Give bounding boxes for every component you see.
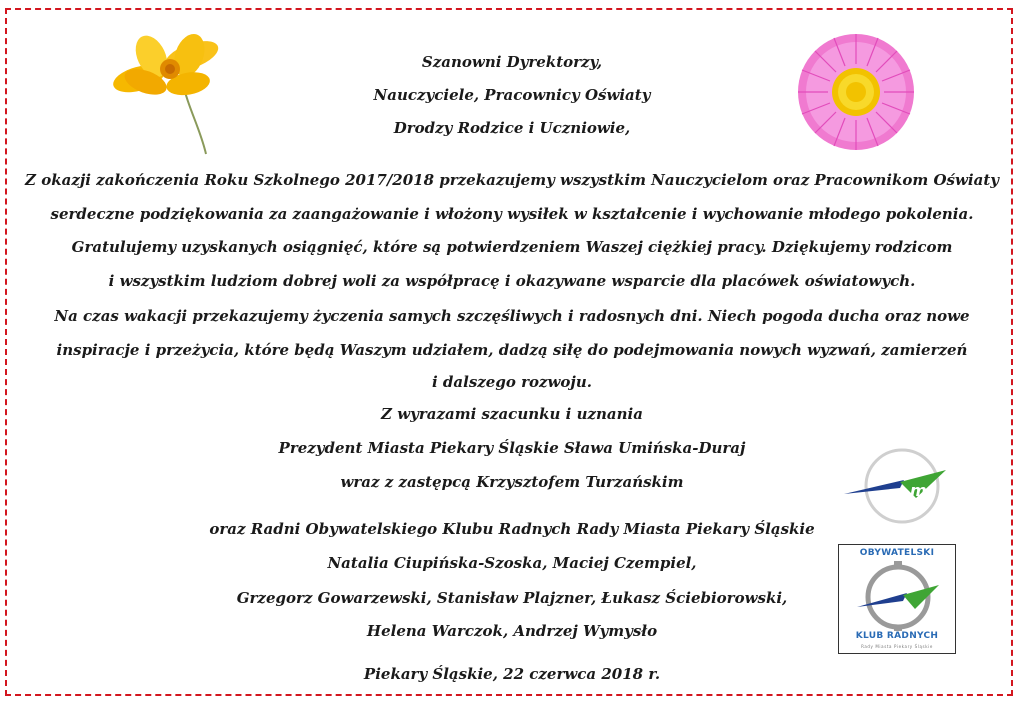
body-line-7: i dalszego rozwoju.	[432, 373, 592, 391]
klub-radnych-logo-icon	[853, 561, 943, 631]
body-line-4: i wszystkim ludziom dobrej woli za współpracę i okazywane wsparcie dla placówek oświatowych.	[108, 272, 916, 290]
council-line-4: Helena Warczok, Andrzej Wymysło	[366, 622, 658, 640]
svg-text:m: m	[910, 481, 927, 500]
body-line-6: inspiracje i przeżycia, które będą Waszym udziałem, dadzą siłę do podejmowania nowych wyzwań, zamierzeń	[56, 341, 968, 359]
logo-tiny-text: Rady Miasta Piekary Śląskie	[861, 644, 933, 649]
signature-line: Piekary Śląskie, 22 czerwca 2018 r.	[363, 665, 661, 683]
council-line-1: oraz Radni Obywatelskiego Klubu Radnych Rady Miasta Piekary Śląskie	[209, 520, 815, 538]
body-line-3: Gratulujemy uzyskanych osiągnięć, które są potwierdzeniem Waszej ciężkiej pracy. Dziękujemy rodzicom	[71, 238, 953, 256]
closing-line-3: wraz z zastępcą Krzysztofem Turzańskim	[340, 473, 684, 491]
klub-radnych-logo	[838, 544, 956, 654]
greeting-line-2: Nauczyciele, Pracownicy Oświaty	[373, 86, 651, 104]
body-line-2: serdeczne podziękowania za zaangażowanie i włożony wysiłek w kształcenie i wychowanie młodego pokolenia.	[50, 205, 974, 223]
council-line-2: Natalia Ciupińska-Szoska, Maciej Czempiel,	[327, 554, 697, 572]
greeting-line-1: Szanowni Dyrektorzy,	[421, 53, 603, 71]
mu-logo-icon	[840, 448, 950, 528]
body-line-5: Na czas wakacji przekazujemy życzenia samych szczęśliwych i radosnych dni. Niech pogoda ducha oraz nowe	[54, 307, 970, 325]
closing-line-2: Prezydent Miasta Piekary Śląskie Sława Umińska-Duraj	[278, 439, 746, 457]
closing-line-1: Z wyrazami szacunku i uznania	[381, 405, 643, 423]
logo-top-text: OBYWATELSKI	[859, 548, 935, 558]
greeting-line-3: Drodzy Rodzice i Uczniowie,	[393, 119, 631, 137]
council-line-3: Grzegorz Gowarzewski, Stanisław Plajzner, Łukasz Ściebiorowski,	[236, 589, 788, 607]
body-line-1: Z okazji zakończenia Roku Szkolnego 2017/2018 przekazujemy wszystkim Nauczycielom oraz Pracownikom Oświaty	[25, 171, 999, 189]
logo-bottom-text: KLUB RADNYCH	[855, 631, 939, 641]
